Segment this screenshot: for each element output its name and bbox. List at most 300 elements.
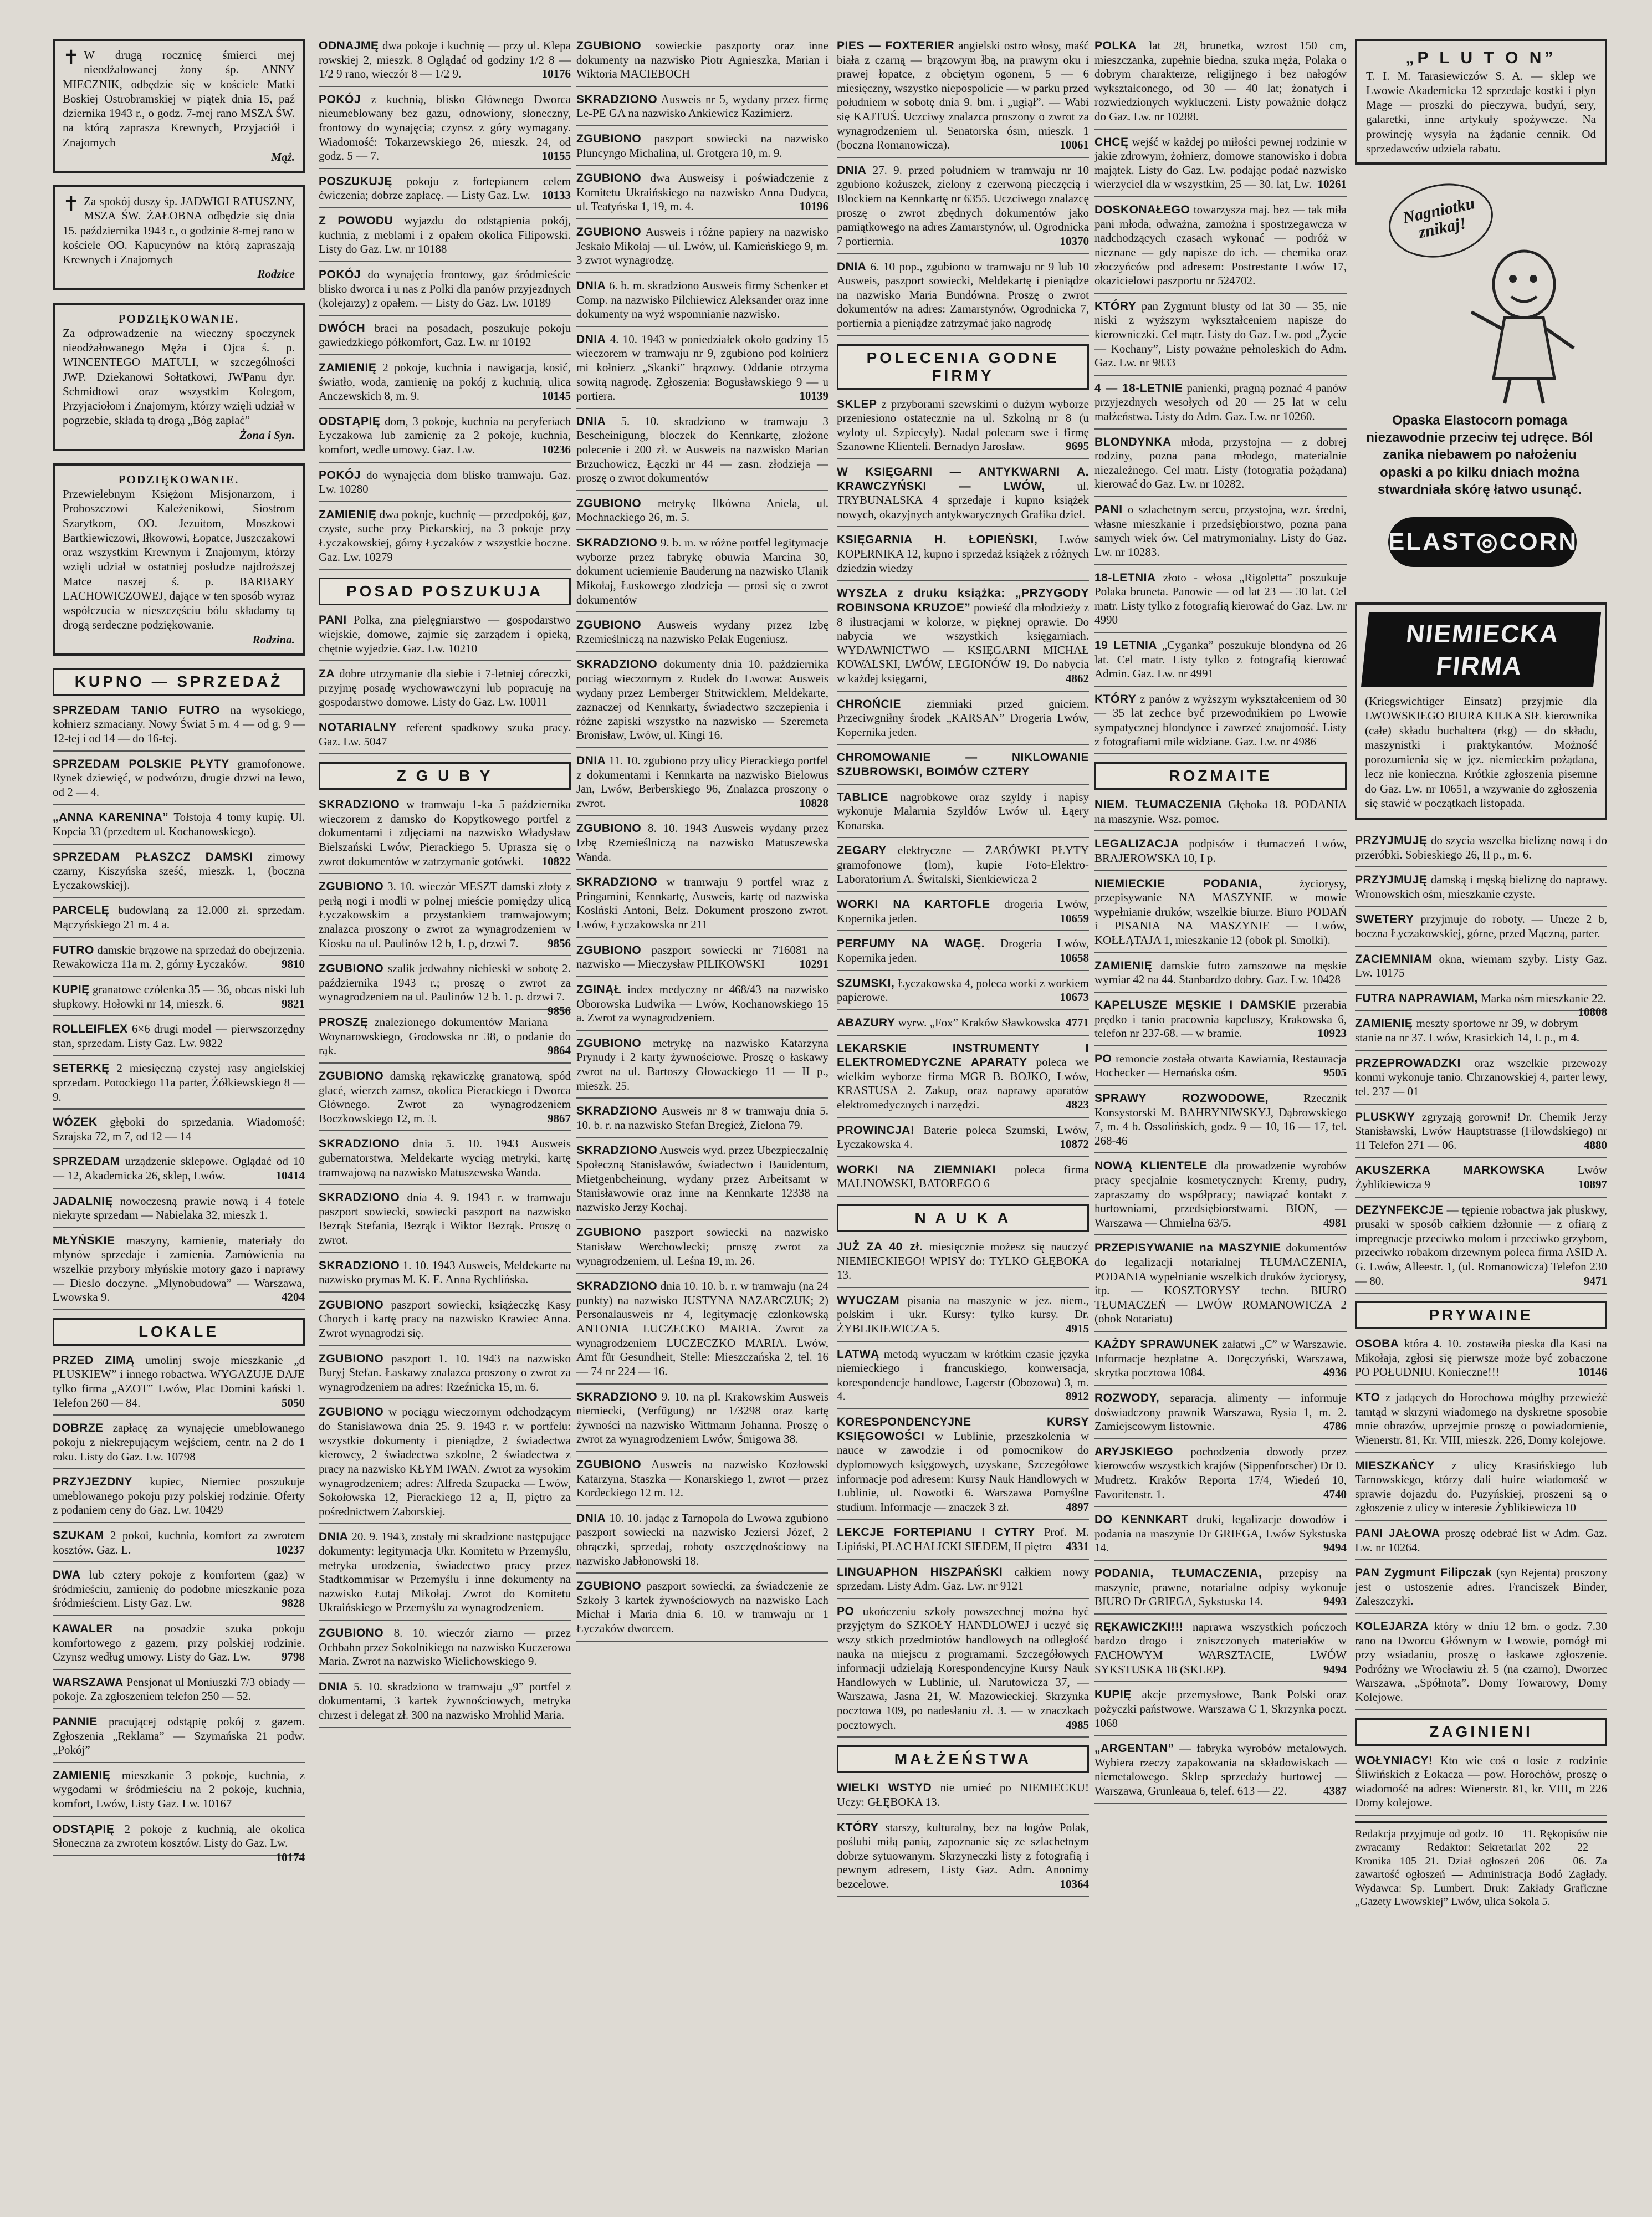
- classified-ad: [53, 850, 305, 898]
- ad-headline: SETERKĘ: [53, 1062, 110, 1075]
- classified-ad: [837, 790, 1089, 839]
- thanks-heading: PODZIĘKOWANIE.: [118, 472, 239, 486]
- ad-headline: PARCELĘ: [53, 904, 110, 917]
- ad-body: paszport sowiecki, za świadczenie ze Szkoły 3 kartek żywnościowych na nazwisko Lach Michał i Maria dnia 6. 10. w tramwaju nr 1 Łyczaków dworcem.: [576, 1579, 828, 1636]
- classified-ad: [53, 1715, 305, 1763]
- ad-body: znalezionego dokumentów Mariana Woynarowskiego, Grodowska nr 38, o podanie do rąk.: [319, 1015, 571, 1058]
- ad-body: Tołstoja 4 tomy kupię. Ul. Kopcia 33 (przedtem ul. Kochanowskiego).: [53, 810, 305, 839]
- ad-headline: ROLLEIFLEX: [53, 1023, 128, 1036]
- ad-number: 10658: [1060, 951, 1089, 965]
- ad-list: [53, 1353, 305, 1864]
- ad-body: dobre utrzymanie dla siebie i 7-letniej córeczki, przyjmę posadę wychowawczyni lub popracuję na gospodarstwo domowe. Listy do Gaz. Lw. 10011: [319, 667, 571, 709]
- ad-number: 5050: [282, 1396, 305, 1409]
- ad-headline: KUPIĘ: [53, 983, 90, 996]
- classified-ad: [1094, 1566, 1347, 1615]
- classified-ad: [1094, 203, 1347, 294]
- ad-body: braci na posadach, poszukuje pokoju gawiedzkiego półkomfort, Gaz. Lw. nr 10192: [319, 321, 571, 349]
- classified-ad: [319, 1680, 571, 1728]
- ad-headline: WORKI NA ZIEMNIAKI: [837, 1163, 996, 1176]
- column-2: [319, 39, 571, 2200]
- ad-headline: SPRZEDAM PŁASZCZ DAMSKI: [53, 850, 253, 864]
- ad-headline: ZGUBIONO: [576, 132, 642, 146]
- classified-ad: [53, 757, 305, 805]
- ad-body: w tramwaju 1-ka 5 października wieczorem z damsko do Kopytkowego portfel z dokumentami i zdjęciami na nazwisko Władysław Bielszański Lwów, Pierackiego 5. Uprasza się o zwrot dokumentów w zatrzymanie gotówki.: [319, 798, 571, 868]
- ad-number: 4387: [1323, 1784, 1347, 1797]
- ad-number: 4862: [1066, 671, 1089, 685]
- ad-headline: DOBRZE: [53, 1422, 104, 1435]
- ad-headline: ZGUBIONO: [576, 497, 642, 510]
- classified-ad: [837, 977, 1089, 1010]
- ad-body: załatwi „C” w Warszawie. Informacje bezpłatne A. Doręczyński, Warszawa, skrytka pocztowa 1084.: [1094, 1337, 1347, 1380]
- ad-number: 10659: [1060, 911, 1089, 925]
- ad-headline: SKRADZIONO: [319, 1259, 400, 1272]
- ad-headline: ZGUBIONO: [319, 1406, 384, 1419]
- classified-ad: [1094, 1513, 1347, 1561]
- ad-body: Drogeria Lwów, Kopernika jeden.: [837, 937, 1089, 965]
- ad-headline: ABAZURY: [837, 1016, 896, 1029]
- ad-list: [319, 39, 571, 1728]
- classified-ad: [319, 415, 571, 463]
- classified-ad: [576, 1390, 828, 1452]
- classified-ad: [1355, 1056, 1607, 1105]
- ad-body: 9. 10. na pl. Krakowskim Ausweis niemiecki, (Verfügung) nr 1/3298 oraz kartę żywności na nazwisko Wittmann Johanna. Proszę o zwrot za wynagrodzeniem Lwów, Śmigowa 38.: [576, 1390, 828, 1446]
- ad-body: 6. b. m. skradziono Ausweis firmy Schenker et Comp. na nazwisko Pilchiewicz Aleksander oraz inne dokumenty na wyż wspomnianie nazwisko.: [576, 278, 828, 321]
- ad-number: 10061: [1060, 138, 1089, 152]
- ad-body: Polka, zna pielęgniarstwo — gospodarstwo wiejskie, domowe, zajmie się zarządem i opieką, chętnie wyjedzie. Gaz. Lw. 10210: [319, 613, 571, 655]
- ad-headline: POSZUKUJĘ: [319, 175, 392, 188]
- ad-headline: ZA: [319, 667, 335, 681]
- ad-headline: ZAMIENIĘ: [53, 1769, 111, 1782]
- obituary-signature: Mąż.: [271, 150, 295, 164]
- ad-body: metrykę na nazwisko Katarzyna Prynudy i 2 karty żywnościowe. Proszę o łaskawy zwrot na ul. Bartoszy Głowackiego 11 — II p., mieszk. 25.: [576, 1036, 828, 1092]
- classified-ad: [576, 171, 828, 219]
- ad-body: sowieckie paszporty oraz inne dokumenty na nazwisko Piotr Agnieszka, Marian i Wiktoria MACIEBOCH: [576, 39, 828, 81]
- classified-ad: [53, 1022, 305, 1056]
- classified-ad: [53, 1061, 305, 1110]
- classified-ad: [837, 465, 1089, 527]
- ad-number: 9505: [1323, 1066, 1347, 1080]
- classified-ad: [576, 821, 828, 870]
- ad-headline: NIEMIECKIE PODANIA,: [1094, 877, 1262, 890]
- ad-body: paszport sowiecki nr 716081 na nazwisko — Mieczysław PILIKOWSKI: [576, 943, 828, 971]
- ad-headline: KTÓRY: [1094, 692, 1137, 706]
- ad-body: metodą wyuczam w krótkim czasie języka niemieckiego i francuskiego, konwersacja, korespondencje handlowe, Lagerstr (Obozowa) 3, m. 4.: [837, 1347, 1089, 1403]
- ad-headline: DWA: [53, 1569, 81, 1582]
- ad-headline: POKÓJ: [319, 268, 361, 281]
- section-heading: Z G U B Y: [319, 762, 571, 790]
- ad-headline: 18-LETNIA: [1094, 571, 1156, 584]
- ad-headline: POLKA: [1094, 39, 1137, 52]
- ad-headline: ODSTĄPIĘ: [53, 1822, 115, 1836]
- ad-headline: PROWINCJA!: [837, 1123, 915, 1137]
- ad-headline: RĘKAWICZKI!!!: [1094, 1620, 1184, 1633]
- ad-body: Lwów Żyblikiewicza 9: [1355, 1163, 1607, 1191]
- ad-headline: SZUMSKI,: [837, 977, 895, 990]
- elastocorn-ad: [1355, 179, 1607, 589]
- classified-ad: [1355, 1754, 1607, 1816]
- ad-headline: W KSIĘGARNI — ANTYKWARNI A. KRAWCZYŃSKI — LWÓW,: [837, 466, 1089, 493]
- ad-headline: ZGUBIONO: [576, 619, 642, 632]
- ad-headline: KSIĘGARNIA H. ŁOPIEŃSKI,: [837, 533, 1038, 546]
- ad-headline: SKRADZIONO: [576, 1105, 658, 1118]
- ad-number: 4897: [1066, 1500, 1089, 1514]
- ad-headline: SWETERY: [1355, 913, 1414, 926]
- ad-headline: ODSTĄPIĘ: [319, 415, 381, 428]
- classified-ad: [1355, 1016, 1607, 1050]
- ad-body: ukończeniu szkoły powszechnej można być przyjętym do SZKOŁY HANDLOWEJ i uczyć się wszy stkich przedmiotów handlowych na odległość nauka na miejscu z programami. Szczegółowych informacji udzielają Korespondencyjne Kursy Nauk Handlowych w Lublinie, ul. Narutowicza 37, — Warszawa, Jasna 21, W. Mazowieckiej. Skrzynka pocztowa 109, po nadesłaniu zł. 3. — w znaczkach pocztowych.: [837, 1604, 1089, 1731]
- classified-ad: [1094, 299, 1347, 376]
- ad-body: dwa pokoje i kuchnię — przy ul. Klepa rowskiej 2, mieszk. 8 Oglądać od godziny 1/2 8 — 1/2 9 rano, wieczór 8 — 1/2 9.: [319, 39, 571, 81]
- section-heading: POSAD POSZUKUJA: [319, 578, 571, 605]
- section-heading: PRYWAINE: [1355, 1301, 1607, 1329]
- pluton-title: „P L U T O N”: [1405, 49, 1557, 67]
- ad-body: Ausweis nr 8 w tramwaju dnia 5. 10. b. r. na nazwisko Stefan Bregież, Zielona 79.: [576, 1104, 828, 1132]
- cross-icon: ✝: [63, 193, 80, 215]
- classified-ad: [53, 1353, 305, 1416]
- classified-ad: [319, 1352, 571, 1400]
- ad-body: „Cyganka” poszukuje blondyna od 26 lat. Cel matr. Listy tylko z fotografią kierować Admin. Gaz. Lw. nr 4991: [1094, 638, 1347, 681]
- ad-headline: WORKI NA KARTOFLE: [837, 898, 990, 911]
- ad-body: drogeria Lwów, Kopernika jeden.: [837, 897, 1089, 925]
- ad-body: 27. 9. przed południem w tramwaju nr 10 zgubiono kożuszek, zielony z czerwoną pieczęcią i Blockiem na Kennkartę nr 6355. Uczciwego znalazcę proszę o zwrot zbędnych dokumentów jako pamiątkowego na adres Zamarstynów, ul. Ogrodnicka 7 portiernia.: [837, 163, 1089, 248]
- ad-body: urządzenie sklepowe. Oglądać od 10 — 12, Akademicka 26, sklep, Lwów.: [53, 1155, 305, 1182]
- ad-body: szalik jedwabny niebieski w sobotę 2. października 1943 r.; proszę o zwrot za wynagrodzeniem na ul. Paulinów 12 b. 1. p. drzwi 7.: [319, 962, 571, 1004]
- ad-body: Ausweis nr 5, wydany przez firmę Le-PE GA na nazwisko Ankiewicz Kazimierz.: [576, 92, 828, 120]
- classified-ad: [837, 1565, 1089, 1599]
- classified-ad: [319, 721, 571, 754]
- ad-body: akcje przemysłowe, Bank Polski oraz pożyczki państwowe. Warszawa C 1, Skrzynka poczt. 1068: [1094, 1688, 1347, 1730]
- ad-body: Ausweis na nazwisko Kozłowski Katarzyna, Staszka — Konarskiego 1, zwrot — przez Kordeckiego 12 m. 12.: [576, 1457, 828, 1500]
- ad-number: 9494: [1323, 1662, 1347, 1676]
- ad-body: dnia 10. 10. b. r. w tramwaju (na 24 punkty) na nazwisko JUSTYNA NAZARCZUK; 2) Personalausweis nr 4, legitymację członkowską ANTONIA LUCZECKO MARIA. Zwrot za wynagrodzeniem LUCZECZKO MARIA. Lwów, Amt für Gesundheit, Stelle: Mieszczańska 2, tel. 16 — 74 nr 224 — 16.: [576, 1279, 828, 1378]
- thanks-text: Za odprowadzenie na wieczny spoczynek nieodżałowanego Męża i Ojca ś. p. WINCENTEGO MATULI, w szczególności JWP. Dziekanowi Sołtatkowi, JWPanu dyr. Schmidtowi oraz wszystkim Kolegom, Przyjaciołom i Znajomym, którzy wzięli udział w pogrzebie, składa tą drogą „Bóg zapłać”: [63, 326, 295, 427]
- ad-body: 3. 10. wieczór MESZT damski złoty z perłą nogi i modli w polnej mieście pomiędzy ulicą Łyczakowskim a przystankiem tramwajowym; znalazca proszony o zwrot za wynagrodzeniem w Kiosku na ul. Paulinów 12 b, 1. p, drzwi 7.: [319, 880, 571, 950]
- ad-headline: 19 LETNIA: [1094, 638, 1157, 652]
- ad-number: 9864: [548, 1044, 571, 1058]
- classified-ad: [576, 875, 828, 937]
- ad-body: 6. 10 pop., zgubiono w tramwaju nr 9 lub 10 Ausweis, paszport sowiecki, Meldekartę i pieniądze na nazwisko Maria Bundówna. Proszę o zwrot dokumentów na adres: Zamarstynów, Ogrodnicka 7, portiernia a pieniądze zatrzymać jako nagrodę: [837, 259, 1089, 330]
- ad-number: 10155: [541, 149, 571, 163]
- ad-body: pisania na maszynie w jez. niem., polskim i ukr. Kursy: tylko kursy. Dr. ŻYBLIKIEWICZA 5.: [837, 1293, 1089, 1336]
- ad-headline: „ARGENTAN”: [1094, 1742, 1174, 1755]
- classified-ad: [53, 1529, 305, 1562]
- ad-body: poleca firma MALINOWSKI, BATOREGO 6: [837, 1162, 1089, 1191]
- ad-body: paszport sowiecki na nazwisko Pluncyngo Michalina, ul. Grotgera 10, m. 9.: [576, 132, 828, 160]
- classified-ad: [319, 468, 571, 502]
- ad-number: 9471: [1584, 1274, 1607, 1288]
- ad-body: dla prowadzenie wyrobów pracy specjalnie kosmetycznych: Kremy, pudry, zapraszamy do współpracy; nawiązać kontakt z hurtowniami, przedsiębiorstwami. BION, — Warszawa — Chmielna 63/5.: [1094, 1159, 1347, 1229]
- ad-headline: ROZWODY,: [1094, 1391, 1160, 1404]
- ad-headline: ZGUBIONO: [319, 1627, 384, 1640]
- obituary-text: Za spokój duszy śp. JADWIGI RATUSZNY, MSZA ŚW. ŻAŁOBNA odbędzie się dnia 15. października 1943 r., o godzinie 8-mej rano w kościele OO. Kapucynów na którą zapraszają Krewnych i Znajomych: [63, 195, 295, 266]
- section-heading: LOKALE: [53, 1318, 305, 1346]
- ad-headline: KTÓRY: [1094, 299, 1137, 313]
- ad-body: oraz wszelkie przewozy konmi wykonuje tanio. Chrzanowskiej 4, parter lewy, tel. 237 — 01: [1355, 1056, 1607, 1098]
- ad-headline: PIES — FOXTERIER: [837, 39, 955, 52]
- ad-headline: PRZYJMUJĘ: [1355, 873, 1428, 887]
- ad-headline: KOLEJARZA: [1355, 1620, 1429, 1633]
- classified-ad: [319, 175, 571, 208]
- ad-headline: MŁYŃSKIE: [53, 1234, 115, 1247]
- ad-number: 10236: [541, 443, 571, 457]
- ad-body: angielski ostro włosy, maść biała z czarną — brązowym łbą, na prawym oku i prawej łopatce, z obciętym ogonem, 5 — 6 miesięczny, wszystko niepospolicie — w parku przed południem w sobotę dnia 9. bm. i „ugiął”. — Wabi się KAJTUŚ. Uczciwy znalazca proszony o zwrot za wynagrodzeniem ul. Senatorska ósm, mieszk. 1 (boczna Romanowicza).: [837, 39, 1089, 152]
- ad-body: 4. 10. 1943 w poniedziałek około godziny 15 wieczorem w tramwaju nr 9, zgubiono pod kołnierz mi kołnierz „Skanki” brązowy. Oddanie otrzyma sowitą nagrodę. Zgłoszenia: Bogusławskiego 9 — u portiera.: [576, 332, 828, 403]
- ad-body: Pensjonat ul Moniuszki 7/3 obiady — pokoje. Za zgłoszeniem telefon 250 — 52.: [53, 1675, 305, 1703]
- ad-number: 10291: [799, 957, 828, 971]
- ad-headline: ZAMIENIĘ: [1355, 1017, 1413, 1030]
- ad-headline: LEKCJE FORTEPIANU I CYTRY: [837, 1526, 1035, 1539]
- ad-headline: POKÓJ: [319, 93, 361, 106]
- ad-headline: DO KENNKART: [1094, 1513, 1189, 1526]
- ad-number: 4981: [1323, 1215, 1347, 1229]
- ad-body: w pociągu wieczornym odchodzącym do Stanisławowa dnia 25. 9. 1943 r. w portfelu: wszystkie dokumenty i pieniądze, 2 świadectwa kierowcy, 2 świadectwa szkolne, 2 świadectwa z pracy na nazwisko KŁYM IWAN. Zwrot za wysokim wynagrodzeniem; adres: Alfreda Szupacka — Lwów, Sokołowska 12, Pierackiego 12 a, II, piętro za pośrednictwem Zaborskiej.: [319, 1405, 571, 1518]
- ad-headline: SKRADZIONO: [576, 1144, 658, 1157]
- ad-body: 2 pokoi, kuchnia, komfort za zwrotem kosztów. Gaz. L.: [53, 1528, 305, 1556]
- classified-ad: [319, 613, 571, 661]
- ad-headline: PO: [837, 1605, 855, 1618]
- thanks-heading: PODZIĘKOWANIE.: [118, 311, 239, 325]
- classified-ad: [1094, 1391, 1347, 1439]
- classified-ad: [576, 225, 828, 273]
- ad-headline: SZUKAM: [53, 1529, 104, 1542]
- ad-number: 10364: [1060, 1877, 1089, 1891]
- ad-headline: PANI: [1094, 503, 1123, 517]
- ad-body: powieść dla młodzieży z 8 ilustracjami w kolorze, w pięknej oprawie. Do nabycia we wszystkich księgarniach. WYDAWNICTWO — KSIĘGARNI MICHAŁ KOWALSKI, LWÓW, LEGIONÓW 19. Do nabycia w każdej księgarni,: [837, 600, 1089, 685]
- pluton-text: T. I. M. Tarasiewiczów S. A. — sklep we Lwowie Akademicka 12 sprzedaje kostki i płyn Mage — proszki do pieczywa, budyń, sery, galaretki, inne artykuły spożywcze. Na prowincję wysyła na żądanie cennik. Od sprzedawców udziela rabatu.: [1366, 69, 1596, 155]
- ad-body: elektryczne — ŻARÓWKI PŁYTY gramofonowe (lom), kupie Foto-Elektro-Laboratorium A. Świtalski, Sienkiewicza 2: [837, 844, 1089, 886]
- classified-ad: [1355, 1110, 1607, 1158]
- ad-headline: SKRADZIONO: [319, 1191, 400, 1204]
- ad-headline: PRZYJMUJĘ: [1355, 834, 1428, 847]
- classified-ad: [53, 943, 305, 977]
- ad-number: 4740: [1323, 1487, 1347, 1501]
- ad-headline: Z POWODU: [319, 214, 393, 228]
- ad-headline: PLUSKWY: [1355, 1110, 1415, 1123]
- ad-headline: ZGINĄŁ: [576, 983, 622, 996]
- ad-body: damskie futro zamszowe na męskie wymiar 42 na 44. Stanbardzo dobry. Gaz. Lw. 10428: [1094, 958, 1347, 987]
- ad-body: 5. 10. skradziono w tramwaju 3 Bescheinigung, bloczek do Kennkartę, złożone polecenie i 200 zł. w Ausweis na nazwisko Marian Brzuchowicz, Łączki nr 44 — zasn. złodzieja — proszę o zwrot dokumentów: [576, 414, 828, 485]
- ad-body: 2 pokoje z kuchnią, ale okolica Słoneczna za zwrotem kosztów. Listy do Gaz. Lw.: [53, 1822, 305, 1850]
- ad-body: proszę odebrać list w Adm. Gaz. Lw. nr 10264.: [1355, 1526, 1607, 1554]
- ad-body: Ausweis wydany przez Izbę Rzemieślniczą na nazwisko Pelak Eugeniusz.: [576, 618, 828, 646]
- ad-headline: ZGUBIONO: [319, 1352, 384, 1365]
- ad-body: panienki, pragną poznać 4 panów przyjezdnych wesołych od 20 — 25 lat w celu małżeństwa. Listy do Adm. Gaz. Lw. nr 10260.: [1094, 381, 1347, 423]
- classified-ad: [576, 279, 828, 327]
- classified-ad: [837, 1415, 1089, 1520]
- ad-body: z jadących do Horochowa mógłby przewieźć tamtąd w skrzyni wiadomego na dyskretne sposobie mnie obrazów, uprzejmie proszę o powiadomienie, Wienerstr. 81, Kr. VIII, mieszk. 226, Domy kolejowe.: [1355, 1391, 1607, 1447]
- ad-headline: SPRZEDAM POLSKIE PŁYTY: [53, 757, 229, 770]
- classified-ad: [1094, 1445, 1347, 1507]
- classified-ad: [53, 1115, 305, 1149]
- classified-ad: [1355, 1391, 1607, 1453]
- ad-number: 10146: [1578, 1365, 1607, 1379]
- classified-ad: [1094, 1241, 1347, 1332]
- ad-headline: ZGUBIONO: [319, 1069, 384, 1082]
- ad-headline: WARSZAWA: [53, 1675, 124, 1689]
- ad-headline: ZAMIENIĘ: [319, 361, 377, 374]
- corn-character-icon: [1471, 246, 1577, 406]
- ad-body: dnia 5. 10. 1943 Ausweis gubernatorstwa, Meldekarte wyciąg metryki, kartę tramwajową na nazwisko Matuszewska Wanda.: [319, 1137, 571, 1179]
- ad-headline: LEKARSKIE INSTRUMENTY I ELEKTROMEDYCZNE APARATY: [837, 1041, 1089, 1069]
- ad-headline: ARYJSKIEGO: [1094, 1445, 1173, 1458]
- ad-body: remoncie została otwarta Kawiarnia, Restauracja Hochecker — Hernańska ośm.: [1094, 1051, 1347, 1080]
- ad-headline: KORESPONDENCYJNE KURSY KSIĘGOWOŚCI: [837, 1416, 1089, 1443]
- ad-body: z przyborami szewskimi o dużym wyborze przeniesiono ostatecznie na ul. Szkolną nr 8 (u wyloty ul. Szpiecyły). Nadal polecam swe i firmę Szanowne Klienteli. Bernadyn Jarosław.: [837, 397, 1089, 453]
- classified-ad: [1355, 1526, 1607, 1560]
- ad-headline: FUTRO: [53, 943, 94, 957]
- speech-bubble: Nagniotku znikaj!: [1382, 175, 1500, 267]
- ad-body: meszty sportowe nr 39, w dobrym stanie na nr 37. Lwów, Krasickich 14, I. p., m 4.: [1355, 1016, 1580, 1045]
- ad-body: 6×6 drugi model — pierwszorzędny stan, sprzedam. Listy Gaz. Lw. 9822: [53, 1022, 305, 1050]
- ad-body: ul. TRYBUNALSKA 4 sprzedaje i kupno książek nowych, okazyjnych antykwarycznych Grafika dzieł.: [837, 479, 1089, 521]
- classified-ad: [837, 397, 1089, 459]
- classified-ad: [576, 983, 828, 1031]
- classified-ad: [576, 39, 828, 87]
- ad-headline: ZGUBIONO: [319, 962, 384, 975]
- ad-body: index medyczny nr 468/43 na nazwisko Oborowska Ludwika — Lwów, Kochanowskiego 15 a. Zwrot za wynagrodzeniem.: [576, 982, 828, 1025]
- column-6: [1355, 39, 1607, 2200]
- classified-ad: [1094, 1052, 1347, 1086]
- classified-ad: [1094, 1337, 1347, 1386]
- ad-headline: WYSZŁA z druku książka: „PRZYGODY ROBINSONA KRUZOE”: [837, 587, 1089, 614]
- ad-body: z kuchnią, blisko Głównego Dworca nieumeblowany bez gazu, odnowiony, słoneczny, frontowy do wynajęcia; czynsz z góry wymagany. Wiadomość: Tokarzewskiego 26, mieszk. 24, od godz. 5 — 7.: [319, 92, 571, 163]
- classified-ad: [576, 943, 828, 977]
- classified-ad: [53, 1475, 305, 1523]
- ad-headline: OSOBA: [1355, 1337, 1399, 1351]
- classified-ad: [837, 1294, 1089, 1342]
- classified-ad: [576, 333, 828, 409]
- ad-body: Głęboka 18. PODANIA na maszynie. Wsz. pomoc.: [1094, 798, 1347, 825]
- classified-ad: [576, 132, 828, 166]
- ad-body: dwa pokoje, kuchnię — przedpokój, gaz, czyste, suche przy Piekarskiej, na 3 pokoje przy Łyczakowskiej, górny Łyczaków z wszystkie boczne. Gaz. Lw. 10279: [319, 507, 571, 564]
- classified-ad: [1355, 912, 1607, 946]
- classified-ad: [576, 754, 828, 816]
- ad-headline: ZGUBIONO: [319, 1298, 384, 1311]
- ad-headline: DNIA: [576, 333, 606, 346]
- classified-ad: [319, 321, 571, 355]
- ad-number: 10414: [275, 1168, 305, 1182]
- ad-headline: PANI JAŁOWA: [1355, 1526, 1440, 1540]
- ad-number: 9695: [1066, 440, 1089, 453]
- obituary-signature: Rodzice: [257, 267, 295, 281]
- ad-number: 10923: [1317, 1026, 1347, 1040]
- ad-number: 8912: [1066, 1390, 1089, 1403]
- ad-body: Kto wie coś o losie z rodzinie Śliwińskich z Łokacza — pow. Horochów, proszę o wiadomość na adres: Wienerstr. 81, kr. VIII, m 226 Domy kolejowe.: [1355, 1753, 1607, 1810]
- classified-ad: [319, 798, 571, 874]
- ad-headline: SKRADZIONO: [576, 876, 658, 889]
- ad-number: 4936: [1323, 1366, 1347, 1380]
- ad-headline: SKRADZIONO: [576, 93, 658, 106]
- ad-headline: KAŻDY SPRAWUNEK: [1094, 1338, 1219, 1351]
- classified-ad: [53, 1194, 305, 1228]
- ad-body: separacja, alimenty — informuje doświadczony prawnik Warszawa, Rysia 1, m. 2. Zamiejscowym listownie.: [1094, 1391, 1347, 1433]
- ad-headline: SPRZEDAM: [53, 1155, 120, 1168]
- ad-body: umolinj swoje mieszkanie „d PLUSKIEW” i innego robactwa. WYGAZUJE DAJE tylko firma „AZOT” Lwów, Plac Domini kański 1. Telefon 260 — 84.: [53, 1353, 305, 1409]
- classified-ad: [53, 1234, 305, 1310]
- ad-headline: LINGUAPHON HISZPAŃSKI: [837, 1565, 1003, 1579]
- ad-body: Baterie poleca Szumski, Lwów, Łyczakowska 4.: [837, 1123, 1089, 1151]
- thanks-text: Przewielebnym Księżom Misjonarzom, i Proboszczowi Kależenikowi, Siostrom Szarytkom, OO. Jezuitom, Moszkowi Bartkiewiczowi, Iłkowowi, Łopatce, Juszczakowi oraz wszystkim Krewnym i Znajomym, którzy wzięli udział w ostatniej posłudze najdroższej Matce naszej ś. p. BARBARY LACHOWICZOWEJ, dające w ten sposób wyraz współczucia w nieszczęściu bólu składamy tą drogą serdeczne podziękowanie.: [63, 487, 295, 632]
- cross-icon: ✝: [63, 47, 80, 69]
- classified-ad: [319, 1191, 571, 1253]
- classified-ad: [837, 1163, 1089, 1197]
- ad-number: 4204: [282, 1290, 305, 1304]
- ad-number: 10828: [799, 796, 828, 810]
- ad-body: wyjazdu do odstąpienia pokój, kuchnia, z meblami i z opałem okolica Filipowski. Listy do Gaz. Lw. nr 10188: [319, 214, 571, 256]
- ad-body: Rzecznik Konsystorski M. BAHRYNIWSKYJ, Dąbrowskiego 7, m. 4 b. Ossolińskich, godz. 9 — 10, 16 — 17, tel. 268-46: [1094, 1091, 1347, 1147]
- ad-body: Łyczakowska 4, poleca worki z workiem papierowe.: [837, 976, 1089, 1004]
- ad-body: Prof. M. Lipiński, PLAC HALICKI SIEDEM, II piętro: [837, 1525, 1089, 1553]
- classified-ad: [837, 260, 1089, 336]
- classified-ad: [837, 1123, 1089, 1157]
- ad-headline: KTÓRY: [837, 1821, 879, 1834]
- ad-body: zgryzają gorowni! Dr. Chemik Jerzy Stanisławski, Lwów Hauptstrasse (Filowdskiego) nr 11 Telefon 271 — 06.: [1355, 1110, 1607, 1152]
- classified-ad: [576, 1458, 828, 1506]
- ad-body: 11. 10. zgubiono przy ulicy Pierackiego portfel z dokumentami i Kennkarta na nazwisko Bielowus Jan, Lwów, Berberskiego 96, Znalazca proszony o zwrot.: [576, 753, 828, 810]
- classified-ad: [1094, 959, 1347, 993]
- classified-ad: [837, 1781, 1089, 1815]
- classified-ad: [837, 1041, 1089, 1118]
- ad-body: starszy, kulturalny, bez na łogów Polak, poślubi miłą panią, zapoznanie się ze szlachetnym dobrze sytuowanym. Skrzyneczki listy z fotografią i pewnym adresem, Listy Gaz. Adm. Anonimy bezcelowe.: [837, 1820, 1089, 1891]
- classified-ad: [1355, 1337, 1607, 1385]
- ad-body: 1. 10. 1943 Ausweis, Meldekarte na nazwisko prymas M. K. E. Anna Rychlińska.: [319, 1258, 571, 1286]
- ad-number: 10872: [1060, 1137, 1089, 1151]
- ad-number: 4771: [1066, 1015, 1089, 1029]
- ad-body: 8. 10. wieczór ziarno — przez Ochbahn przez Sokolnikiego na nazwisko Kuczerowa Maria. Zwrot na nazwisko Wielichowskiego 9.: [319, 1626, 571, 1668]
- ad-headline: SKRADZIONO: [319, 1137, 400, 1151]
- ad-headline: DNIA: [319, 1530, 349, 1544]
- ad-number: 10261: [1317, 177, 1347, 191]
- classified-ad: [53, 810, 305, 844]
- ad-number: 9810: [282, 957, 305, 971]
- ad-body: 20. 9. 1943, zostały mi skradzione następujące dokumenty: legitymacja Ukr. Komitetu w Przemyślu, metryka urodzenia, świadectwo pracy przez Stadtkommisar w Przemyślu i inne dokumenty na nazwisko Łutaj Mikołaj. Zwrot do Komitetu Ukraińskiego w Przemyślu za wynagrodzeniem.: [319, 1530, 571, 1615]
- thanks-signature: Żona i Syn.: [239, 428, 295, 442]
- ad-number: 9493: [1323, 1595, 1347, 1608]
- classified-ad: [576, 93, 828, 126]
- classified-ad: [576, 1104, 828, 1138]
- classified-ad: [319, 1069, 571, 1131]
- ad-headline: ZGUBIONO: [319, 880, 384, 893]
- ad-number: 10370: [1060, 234, 1089, 248]
- ad-body: dokumentów do legalizacji notarialnej TŁUMACZENIA, PODANIA wypełnianie wszelkich druków życiorysy, itp. — KOSZTORYSY techn. BIURO TŁUMACZEŃ — LWÓW ROMANOWICZA 2 (obok Notariatu): [1094, 1241, 1347, 1326]
- classified-ad: [319, 268, 571, 316]
- ad-headline: CHROŃCIE: [837, 697, 902, 711]
- classified-ad: [1355, 873, 1607, 907]
- classified-ad: [837, 586, 1089, 691]
- ad-body: do wynajęcia dom blisko tramwaju. Gaz. Lw. 10280: [319, 468, 571, 496]
- ad-headline: DNIA: [576, 415, 606, 428]
- classified-ad: [1094, 798, 1347, 831]
- thanks-box: [53, 303, 305, 451]
- ad-body: 2 miesięczną czystej rasy angielskiej sprzedam. Potockiego 11a parter, Żółkiewskiego 8 — 9.: [53, 1061, 305, 1104]
- ad-body: towarzysza maj. bez — tak miła pani młoda, odważna, zamożna i spostrzegawcza w nadchodzących czasach wykonać — podróż w nieznane — gdy napisze do ich. — chemika oraz złoczyńców pod adresem: Postrestante Lwów 17, okazicielowi paszportu nr 524702.: [1094, 203, 1347, 288]
- classified-ad: [1094, 135, 1347, 197]
- column-1: [53, 39, 305, 2200]
- classified-ad: [53, 1155, 305, 1188]
- ad-body: przerabia prędko i tanio pracownia kapeluszy, Krakowska 6, telefon nr 237-68. — w bramie.: [1094, 998, 1347, 1040]
- classified-ad: [837, 750, 1089, 784]
- ad-headline: AKUSZERKA MARKOWSKA: [1355, 1164, 1545, 1177]
- ad-headline: DOSKONAŁEGO: [1094, 203, 1190, 217]
- classified-ad: [576, 657, 828, 748]
- classified-ad: [1094, 503, 1347, 565]
- ad-headline: DNIA: [837, 260, 867, 273]
- classified-ad: [576, 497, 828, 530]
- ad-body: damską i męską bieliznę do naprawy. Wronowskich ośm, mieszkanie czyste.: [1355, 873, 1607, 901]
- ad-headline: LEGALIZACJA: [1094, 837, 1179, 851]
- ad-body: referent spadkowy szuka pracy. Gaz. Lw. 5047: [319, 720, 571, 748]
- classified-ad: [1094, 638, 1347, 687]
